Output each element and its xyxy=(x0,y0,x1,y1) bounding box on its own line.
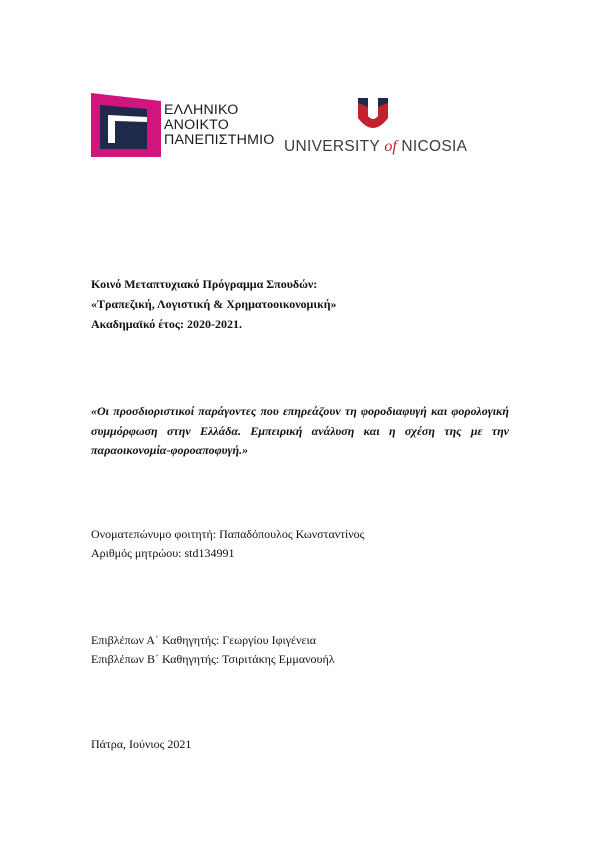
supervisors-info xyxy=(91,631,335,669)
hou-wordmark xyxy=(164,103,284,148)
thesis-title: «Οι προσδιοριστικοί παράγοντες που επηρεάζουν τη φοροδιαφυγή και φορολογική συμμόρφωση στην Ελλάδα. Εμπειρική ανάλυση και η σχέση της με την παραοικονομία-φοροαποφυγή.» xyxy=(91,404,509,457)
student-name: Ονοματεπώνυμο φοιτητή: Παπαδόπουλος Κωνσταντίνος xyxy=(91,527,365,541)
hou-wordmark-line-2: ΑΝΟΙΚΤΟ xyxy=(164,117,229,133)
program-name-label: Κοινό Μεταπτυχιακό Πρόγραμμα Σπουδών: xyxy=(91,277,318,291)
unic-wordmark xyxy=(284,138,467,156)
unic-wordmark-of: of xyxy=(384,138,397,155)
place-date-text: Πάτρα, Ιούνιος 2021 xyxy=(91,737,192,751)
hou-wordmark-line-3: ΠΑΝΕΠΙΣΤΗΜΙΟ xyxy=(164,132,275,148)
hou-wordmark-line-1: ΕΛΛΗΝΙΚΟ xyxy=(164,102,239,118)
student-id: Αριθμός μητρώου: std134991 xyxy=(91,546,235,560)
supervisor-b: Επιβλέπων Β΄ Καθηγητής: Τσιριτάκης Εμμανουήλ xyxy=(91,652,335,666)
program-info xyxy=(91,274,337,334)
hellenic-open-university-logo xyxy=(91,93,273,157)
unic-emblem-icon xyxy=(354,98,392,132)
unic-wordmark-nicosia: NICOSIA xyxy=(396,138,468,155)
unic-wordmark-university: UNIVERSITY xyxy=(284,138,385,155)
program-title: «Τραπεζική, Λογιστική & Χρηματοοικονομική» xyxy=(91,297,337,311)
place-date xyxy=(91,735,191,754)
university-of-nicosia-logo xyxy=(284,98,468,160)
supervisor-a: Επιβλέπων Α΄ Καθηγητής: Γεωργίου Ιφιγένεια xyxy=(91,633,317,647)
hou-emblem-icon xyxy=(91,93,161,157)
student-info xyxy=(91,525,364,563)
academic-year: Ακαδημαϊκό έτος: 2020-2021. xyxy=(91,317,242,331)
